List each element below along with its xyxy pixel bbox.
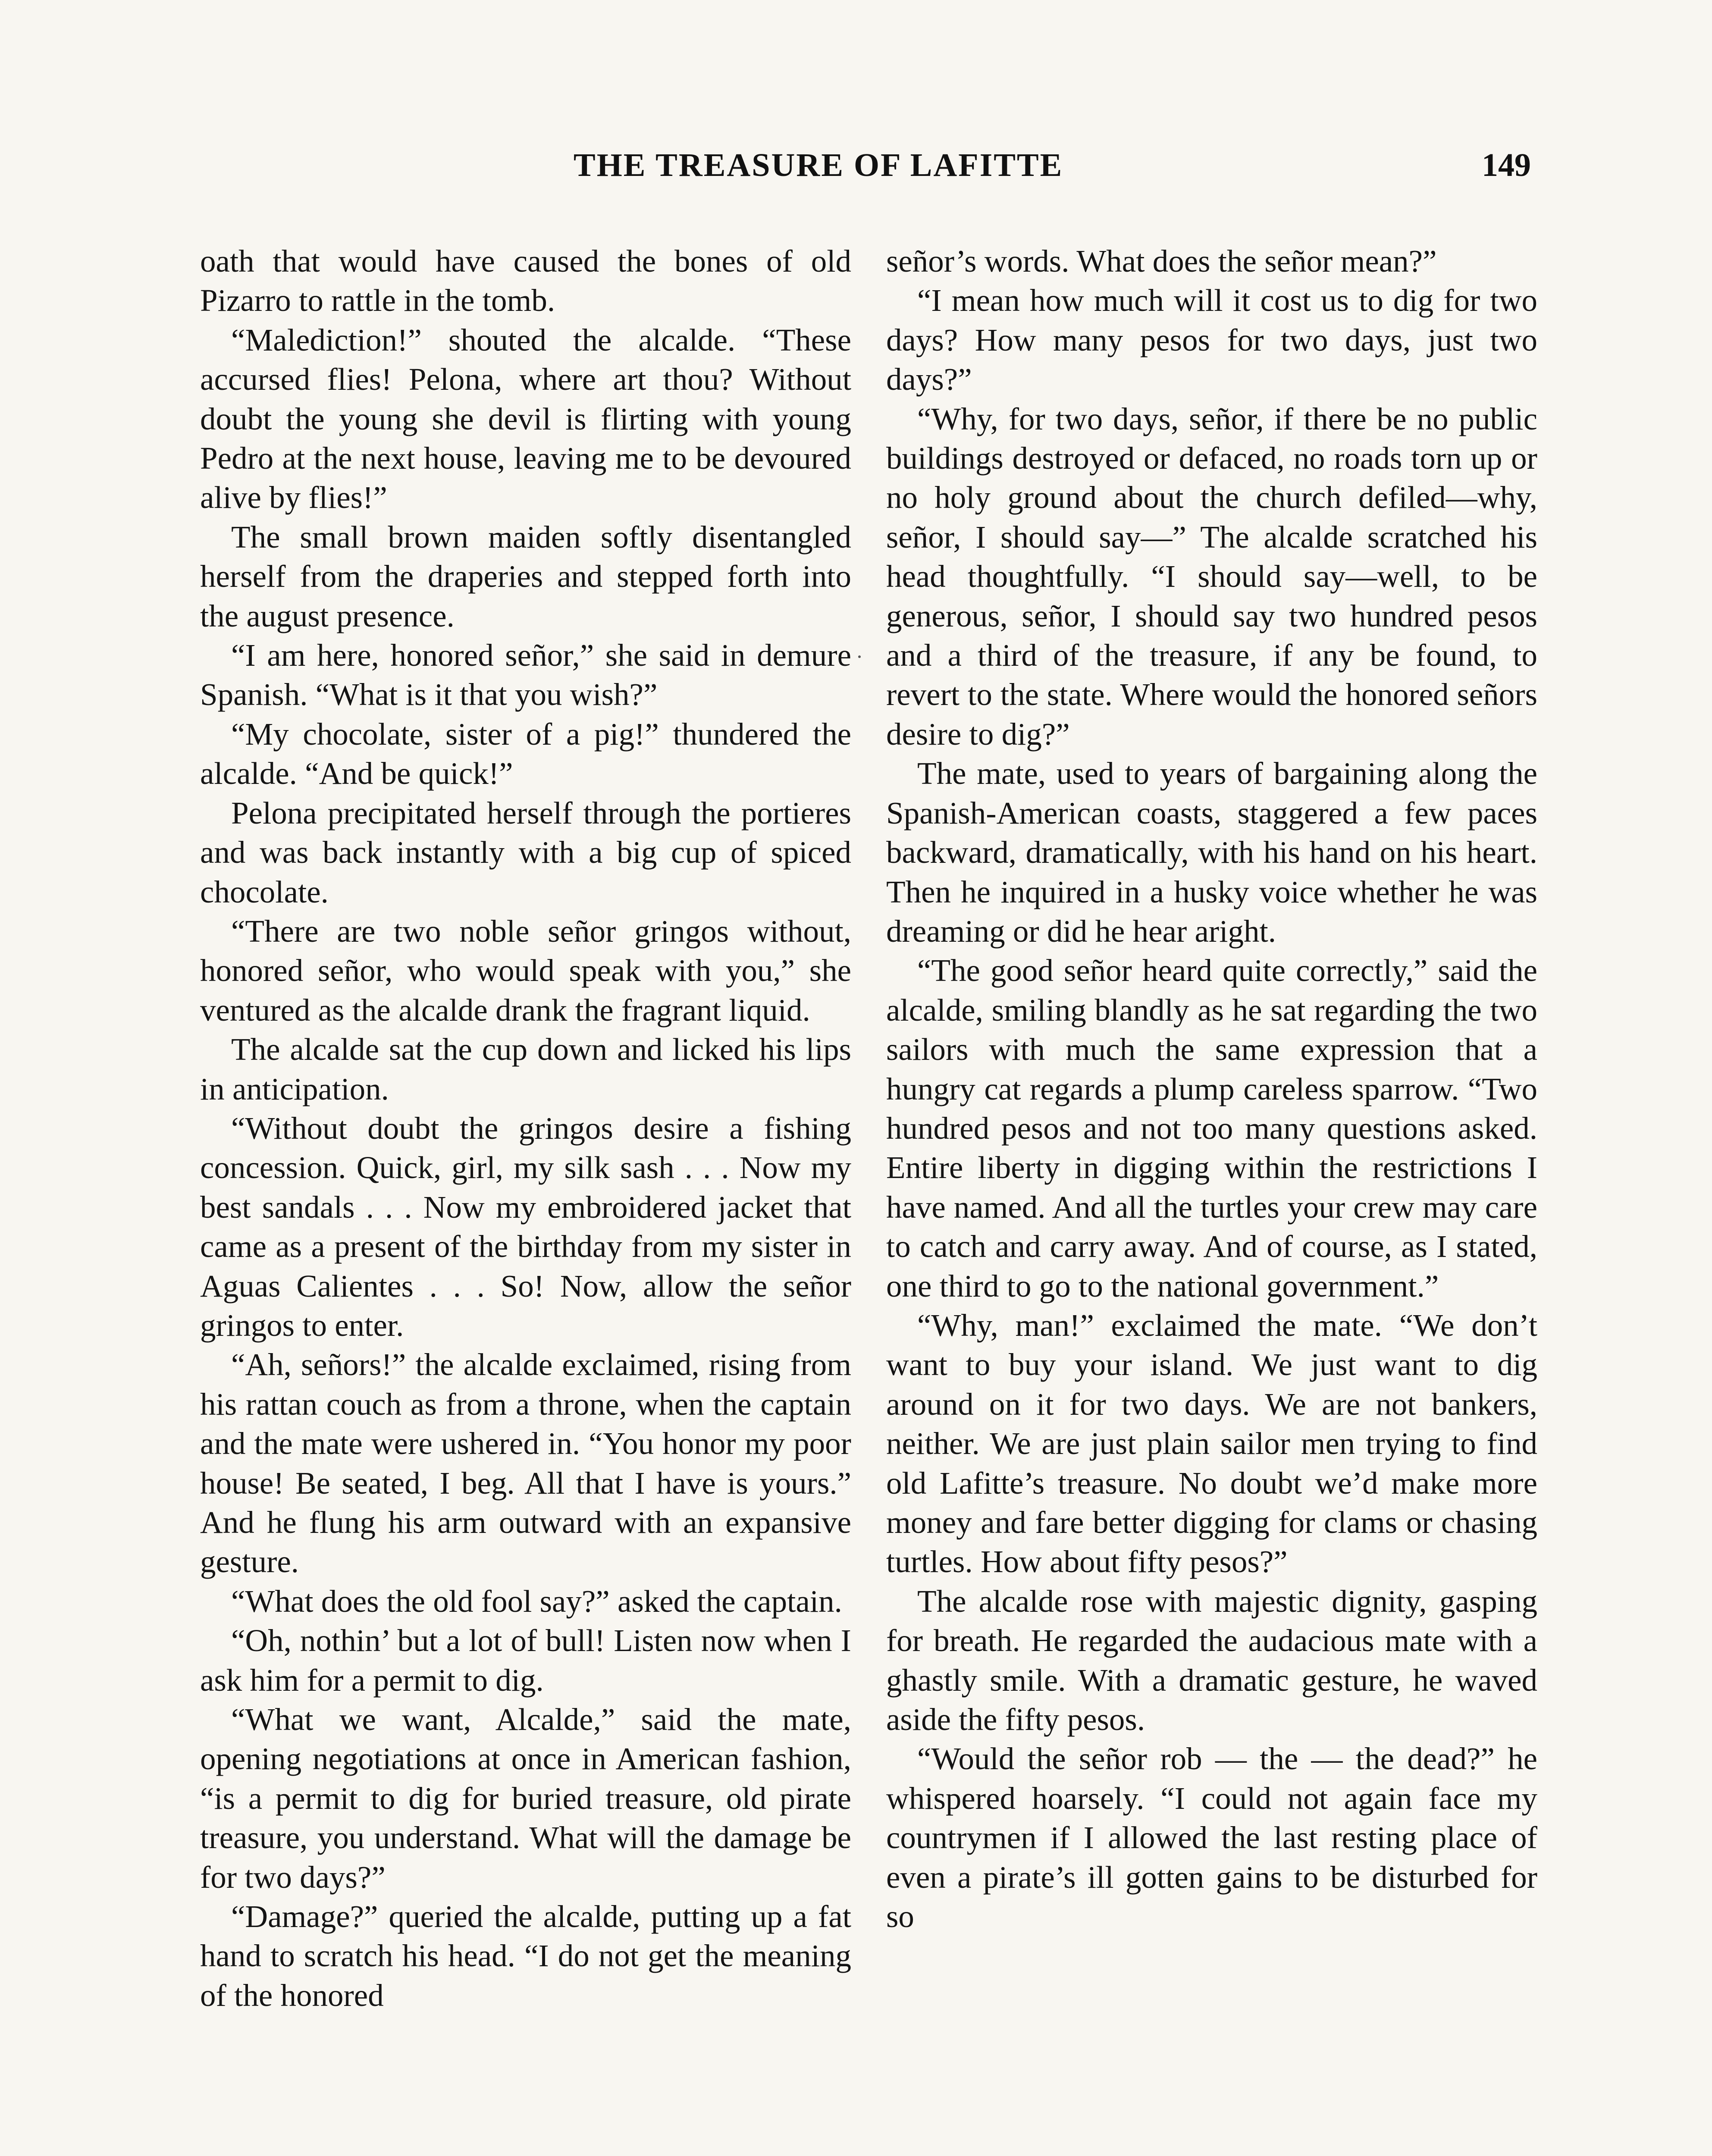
paragraph: “What we want, Alcalde,” said the mate, opening negotiations at once in American fashion, “is a permit to dig for buried treasure, old pirate treasure, you understand. What will the damage be for two days?” (200, 1702, 851, 1895)
paragraph: “Without doubt the gringos desire a fishing concession. Quick, girl, my silk sash . . . Now my best sandals . . . Now my embroidered jacket that came as a present of the birthday from my sister in Aguas Calientes . . . So! Now, allow the señor gringos to enter. (200, 1110, 851, 1343)
paragraph: “What does the old fool say?” asked the captain. (231, 1583, 842, 1619)
paragraph: Pelona precipitated herself through the portieres and was back instantly with a big cup of spiced chocolate. (200, 795, 851, 909)
paragraph: “Damage?” queried the alcalde, putting up a fat hand to scratch his head. “I do not get the meaning of the honored (200, 1899, 851, 2013)
paragraph: “I am here, honored señor,” she said in demure Spanish. “What is it that you wish?” (200, 638, 851, 712)
paragraph: “There are two noble señor gringos without, honored señor, who would speak with you,” she ventured as the alcalde drank the fragrant liquid. (200, 913, 851, 1028)
paragraph: oath that would have caused the bones of old Pizarro to rattle in the tomb. (200, 244, 851, 318)
paragraph: “Malediction!” shouted the alcalde. “These accursed flies! Pelona, where art thou? Without doubt the young she devil is flirting with young Pedro at the next house, leaving me to be devoured alive by flies!” (200, 322, 851, 515)
paragraph: The alcalde rose with majestic dignity, gasping for breath. He regarded the audacious mate with a ghastly smile. With a dramatic gesture, he waved aside the fifty pesos. (886, 1583, 1537, 1737)
running-title: THE TREASURE OF LAFITTE (574, 147, 1063, 183)
paragraph: “Oh, nothin’ but a lot of bull! Listen now when I ask him for a permit to dig. (200, 1623, 851, 1698)
paragraph: “The good señor heard quite correctly,” said the alcalde, smiling blandly as he sat regarding the two sailors with much the same expression that a hungry cat regards a plump careless sparrow. “Two hundred pesos and not too many questions asked. Entire liberty in digging within the restrictions I have named. And all the turtles your crew may care to catch and carry away. And of course, as I stated, one third to go to the national government.” (886, 953, 1537, 1304)
page-number: 149 (1482, 147, 1531, 183)
paragraph: The small brown maiden softly disentangled herself from the draperies and stepped forth into the august presence. (200, 519, 851, 633)
left-text-column (200, 241, 851, 2015)
paragraph: “Why, for two days, señor, if there be no public buildings destroyed or defaced, no roads torn up or no holy ground about the church defiled—why, señor, I should say—” The alcalde scratched his head thoughtfully. “I should say—well, to be generous, señor, I should say two hundred pesos and a third of the treasure, if any be found, to revert to the state. Where would the honored señors desire to dig?” (886, 401, 1537, 752)
paragraph: señor’s words. What does the señor mean?” (886, 244, 1437, 279)
paragraph: “Why, man!” exclaimed the mate. “We don’t want to buy your island. We just want to dig around on it for two days. We are not bankers, neither. We are just plain sailor men trying to find old Lafitte’s treasure. No doubt we’d make more money and fare better digging for clams or chasing turtles. How about fifty pesos?” (886, 1307, 1537, 1579)
paragraph: The mate, used to years of bargaining along the Spanish-American coasts, staggered a few paces backward, dramatically, with his hand on his heart. Then he inquired in a husky voice whether he was dreaming or did he hear aright. (886, 756, 1537, 949)
print-speck (858, 655, 861, 658)
paragraph: “I mean how much will it cost us to dig for two days? How many pesos for two days, just two days?” (886, 283, 1537, 397)
paragraph: “Ah, señors!” the alcalde exclaimed, rising from his rattan couch as from a throne, when the captain and the mate were ushered in. “You honor my poor house! Be seated, I beg. All that I have is yours.” And he flung his arm outward with an expansive gesture. (200, 1347, 851, 1579)
paragraph: The alcalde sat the cup down and licked his lips in anticipation. (200, 1032, 851, 1106)
paragraph: “Would the señor rob — the — the dead?” he whispered hoarsely. “I could not again face my countrymen if I allowed the last resting place of even a pirate’s ill gotten gains to be disturbed for so (886, 1741, 1537, 1934)
right-text-column (886, 241, 1537, 1936)
paragraph: “My chocolate, sister of a pig!” thundered the alcalde. “And be quick!” (200, 716, 851, 791)
